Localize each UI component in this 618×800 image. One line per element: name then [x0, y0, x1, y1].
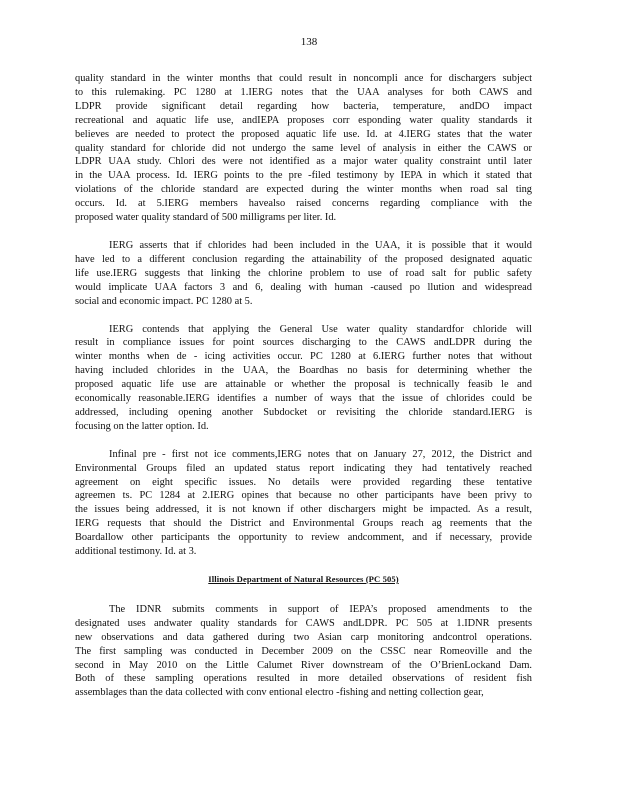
section-heading: Illinois Department of Natural Resources (PC 505): [208, 574, 399, 584]
text-line: economically reasonable.IERG identifies a number of ways that the issue of chlorides could be: [75, 393, 532, 405]
text-line: to this rulemaking. PC 1280 at 1.IERG notes that the UAA analyses for both CAWS and: [75, 86, 532, 98]
text-line: second in May 2010 on the Little Calumet River downstream of the O’BrienLockand Dam.: [75, 659, 532, 671]
text-line: The first sampling was conducted in December 2009 on the CSSC near Romeoville and the: [75, 645, 532, 657]
text-line: focusing on the latter option. Id.: [75, 420, 209, 432]
paragraph: [75, 239, 532, 309]
text-line: in the UAA process. Id. IERG points to the pre -filed testimony by IEPA in which it stated that: [75, 170, 532, 182]
text-line: winter months when de - icing activities occur. PC 1280 at 6.IERG further notes that without: [75, 351, 532, 363]
text-line: Boardallow other participants the opportunity to review andcomment, and if necessary, provide: [75, 532, 532, 544]
text-line: additional testimony. Id. at 3.: [75, 546, 197, 558]
paragraph: [75, 72, 532, 225]
text-line: result in compliance issues for point sources discharging to the CAWS andLDPR during the: [75, 337, 532, 349]
text-line: agreement on eight specific issues. No details were provided regarding these tentative: [75, 476, 532, 488]
text-line: Environmental Groups filed an updated status report indicating they had tentatively reached: [75, 462, 532, 474]
text-line: Infinal pre - first not ice comments,IERG notes that on January 27, 2012, the District and: [109, 448, 532, 460]
text-line: IERG asserts that if chlorides had been included in the UAA, it is possible that it would: [109, 239, 532, 251]
text-line: occurs. Id. at 5.IERG members havealso raised concerns regarding compliance with the: [75, 198, 532, 210]
paragraph: [75, 603, 532, 700]
text-line: IERG contends that applying the General Use water quality standardfor chloride will: [109, 323, 532, 335]
paragraphs-before-heading: [75, 72, 532, 559]
text-line: believes are needed to protect the proposed aquatic life use. Id. at 4.IERG states that the water: [75, 128, 532, 140]
text-line: LDPR provide significant detail regarding how bacteria, temperature, andDO impact: [75, 100, 532, 112]
page-number: 138: [300, 36, 318, 48]
paragraph: [75, 323, 532, 434]
text-line: quality standard in the winter months that could result in noncompli ance for dischargers subject: [75, 73, 532, 84]
text-line: new observations and data gathered during two Asian carp monitoring andcontrol operations.: [75, 631, 532, 643]
text-line: proposed water quality standard of 500 milligrams per liter. Id.: [75, 212, 337, 224]
text-line: designated uses andwater quality standards for CAWS andLDPR. PC 505 at 1.IDNR presents: [75, 617, 532, 629]
text-line: quality standard for chloride did not undergo the same level of analysis in either the CAWS or: [75, 142, 532, 154]
text-line: social and economic impact. PC 1280 at 5.: [75, 295, 253, 307]
text-line: proposed aquatic life use are attainable or whether the proposal is technically feasib le and: [75, 379, 532, 391]
text-line: addressed, including opening another Subdocket or revisiting the chloride standard.IERG is: [75, 406, 532, 418]
text-line: life use.IERG suggests that linking the chlorine problem to use of road salt for public safety: [75, 267, 532, 279]
text-line: would implicate UAA factors 3 and 6, dealing with human -caused po llution and widespread: [75, 281, 532, 293]
text-line: The IDNR submits comments in support of IEPA’s proposed amendments to the: [109, 603, 532, 615]
text-line: have led to a different conclusion regarding the attainability of the proposed designated aquatic: [75, 253, 532, 265]
paragraph: [75, 448, 532, 559]
text-line: agreemen ts. PC 1284 at 2.IERG opines that because no other participants have been privy to: [75, 490, 532, 502]
text-line: assemblages than the data collected with conv entional electro -fishing and netting collection gear,: [75, 687, 484, 699]
text-line: having included chlorides in the UAA, the Boardhas no basis for determining whether the: [75, 365, 532, 377]
text-line: IERG requests that should the District and Environmental Groups reach ag reements that the: [75, 518, 532, 530]
text-line: LDPR UAA study. Chlori des were not identified as a major water quality constraint until later: [75, 156, 532, 168]
text-line: the issues being addressed, it is not known if other dischargers might be impacted. As a result,: [75, 504, 532, 516]
body-text: [75, 72, 532, 714]
paragraphs-after-heading: [75, 603, 532, 700]
text-line: violations of the chloride standard are expected during the winter months when road sal ting: [75, 184, 532, 196]
text-line: recreational and aquatic life use, andIEPA proposes corr esponding water quality standards it: [75, 114, 532, 126]
text-line: Both of these sampling operations resulted in more detailed observations of resident fish: [75, 673, 532, 685]
